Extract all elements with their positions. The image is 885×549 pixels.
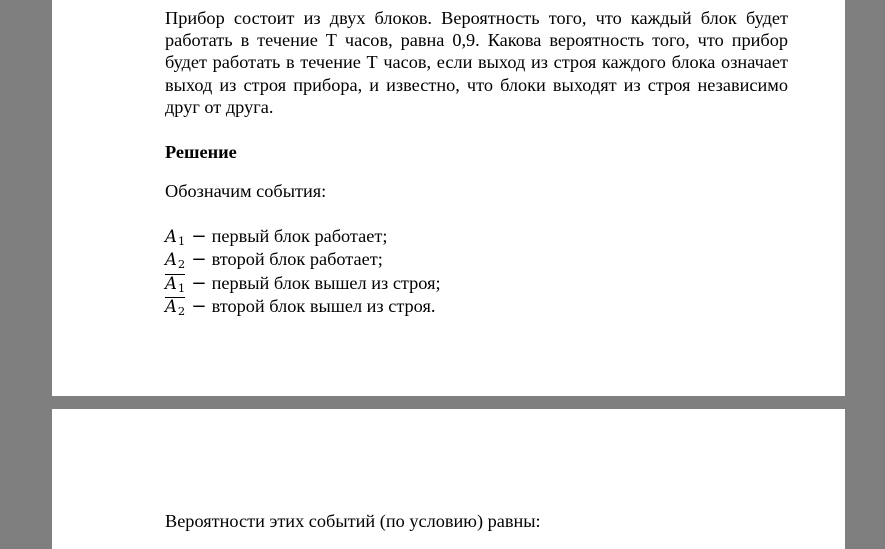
problem-line: работать в течение Т часов, равна 0,9. Какова вероятность того, что прибор	[165, 30, 788, 51]
event-dash: −	[191, 249, 207, 271]
event-symbol: $A_2$	[165, 250, 186, 272]
events-list	[165, 225, 788, 318]
event-item	[165, 225, 788, 248]
event-item	[165, 272, 788, 295]
event-description: первый блок вышел из строя;	[211, 272, 441, 293]
problem-line: выход из строя прибора, и известно, что блоки выходят из строя независимо	[165, 74, 788, 95]
probabilities-text: Вероятности этих событий (по условию) равны:	[165, 511, 541, 531]
document-page-2	[52, 409, 845, 549]
problem-line: Прибор состоит из двух блоков. Вероятность того, что каждый блок будет	[165, 8, 788, 28]
document-page-1	[52, 0, 845, 396]
event-complement-symbol: $A_1$	[165, 273, 186, 295]
event-item	[165, 248, 788, 271]
event-dash: −	[191, 295, 207, 317]
problem-line: друг от друга.	[165, 96, 274, 117]
event-symbol: $A_1$	[165, 227, 186, 248]
event-dash: −	[191, 226, 207, 247]
solution-heading: Решение	[165, 142, 237, 162]
event-dash: −	[191, 272, 207, 294]
event-description: первый блок работает;	[211, 226, 388, 246]
problem-statement	[165, 7, 788, 118]
problem-line: будет работать в течение Т часов, если выход из строя каждого блока означает	[165, 52, 788, 73]
events-intro: Обозначим события:	[165, 181, 327, 201]
event-description: второй блок вышел из строя.	[211, 295, 436, 316]
event-complement-symbol: $A_2$	[165, 296, 186, 318]
event-item	[165, 295, 788, 318]
event-description: второй блок работает;	[211, 249, 383, 270]
